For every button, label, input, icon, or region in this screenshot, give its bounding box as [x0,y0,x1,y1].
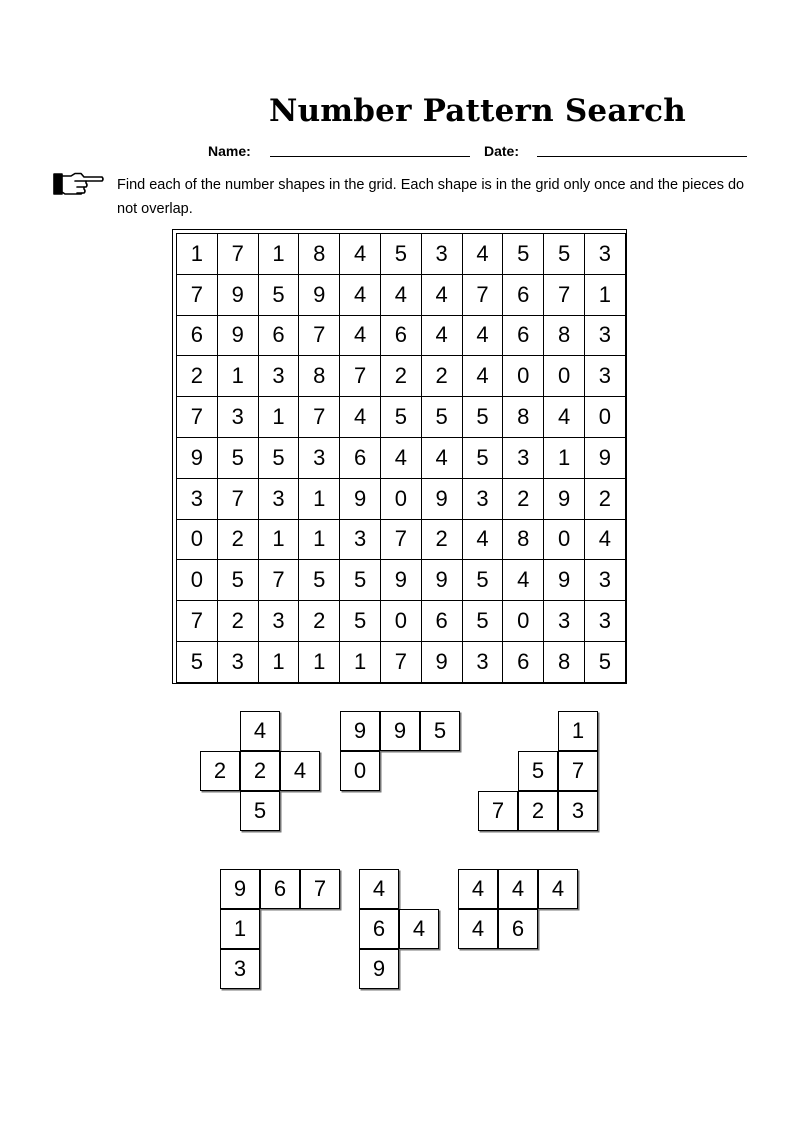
date-label: Date: [484,143,520,159]
grid-cell: 5 [422,397,463,438]
grid-cell: 9 [218,275,259,316]
grid-cell: 6 [177,316,218,357]
grid-cell: 6 [503,642,544,683]
grid-cell: 2 [422,520,463,561]
grid-cell: 4 [463,520,504,561]
grid-cell: 2 [381,356,422,397]
number-grid [176,233,626,683]
shape-cell: 5 [420,711,460,751]
shape-cell: 4 [458,909,498,949]
date-field[interactable] [537,156,747,157]
grid-cell: 7 [177,275,218,316]
grid-cell: 1 [259,234,300,275]
grid-cell: 5 [544,234,585,275]
grid-cell: 0 [544,356,585,397]
grid-cell: 4 [503,560,544,601]
grid-cell: 8 [544,642,585,683]
name-field[interactable] [270,156,470,157]
grid-cell: 4 [422,316,463,357]
grid-cell: 5 [463,397,504,438]
grid-cell: 1 [544,438,585,479]
grid-cell: 8 [503,520,544,561]
grid-cell: 5 [585,642,626,683]
grid-cell: 1 [259,397,300,438]
grid-cell: 7 [544,275,585,316]
grid-cell: 1 [218,356,259,397]
grid-cell: 0 [503,601,544,642]
grid-cell: 4 [544,397,585,438]
grid-cell: 0 [585,397,626,438]
grid-cell: 5 [463,601,504,642]
shape-cell: 4 [359,869,399,909]
grid-cell: 8 [299,234,340,275]
name-label: Name: [208,143,251,159]
grid-cell: 4 [463,356,504,397]
grid-cell: 9 [544,479,585,520]
grid-cell: 7 [177,397,218,438]
grid-cell: 4 [422,438,463,479]
grid-cell: 1 [177,234,218,275]
grid-cell: 3 [177,479,218,520]
grid-cell: 2 [422,356,463,397]
grid-cell: 4 [340,316,381,357]
grid-cell: 0 [503,356,544,397]
shape-cell: 2 [240,751,280,791]
grid-cell: 5 [218,438,259,479]
grid-cell: 0 [177,520,218,561]
grid-cell: 7 [381,642,422,683]
grid-cell: 4 [381,438,422,479]
shape-cell: 2 [518,791,558,831]
grid-cell: 3 [585,356,626,397]
grid-cell: 4 [463,316,504,357]
grid-cell: 3 [463,642,504,683]
grid-cell: 3 [218,642,259,683]
grid-cell: 5 [259,275,300,316]
grid-cell: 6 [340,438,381,479]
grid-cell: 9 [299,275,340,316]
grid-cell: 4 [463,234,504,275]
grid-cell: 6 [259,316,300,357]
grid-cell: 7 [218,479,259,520]
shape-cell: 3 [558,791,598,831]
shape-cell: 4 [240,711,280,751]
grid-cell: 3 [259,479,300,520]
shape-cell: 4 [538,869,578,909]
grid-cell: 5 [177,642,218,683]
shape-cell: 5 [518,751,558,791]
shape-cell: 3 [220,949,260,989]
number-grid-frame [172,229,627,684]
shape-cell: 4 [280,751,320,791]
grid-cell: 3 [422,234,463,275]
grid-cell: 9 [544,560,585,601]
grid-cell: 4 [422,275,463,316]
grid-cell: 2 [177,356,218,397]
grid-cell: 7 [299,397,340,438]
grid-cell: 7 [259,560,300,601]
grid-cell: 4 [381,275,422,316]
grid-cell: 3 [544,601,585,642]
grid-cell: 7 [218,234,259,275]
grid-cell: 5 [381,397,422,438]
grid-cell: 8 [503,397,544,438]
shape-cell: 4 [458,869,498,909]
grid-cell: 0 [177,560,218,601]
grid-cell: 9 [340,479,381,520]
grid-cell: 5 [218,560,259,601]
shape-cell: 4 [399,909,439,949]
grid-cell: 6 [381,316,422,357]
grid-cell: 9 [381,560,422,601]
grid-cell: 2 [218,520,259,561]
grid-cell: 7 [463,275,504,316]
grid-cell: 1 [340,642,381,683]
grid-cell: 4 [585,520,626,561]
grid-cell: 5 [381,234,422,275]
grid-cell: 1 [585,275,626,316]
grid-cell: 7 [299,316,340,357]
grid-cell: 0 [544,520,585,561]
shape-cell: 1 [220,909,260,949]
grid-cell: 1 [259,520,300,561]
grid-cell: 1 [299,520,340,561]
shape-cell: 7 [300,869,340,909]
grid-cell: 6 [422,601,463,642]
grid-cell: 3 [259,356,300,397]
grid-cell: 9 [422,479,463,520]
grid-cell: 4 [340,275,381,316]
shape-cell: 7 [558,751,598,791]
shape-cell: 6 [498,909,538,949]
grid-cell: 8 [544,316,585,357]
page-title: Number Pattern Search [269,93,686,129]
grid-cell: 3 [585,316,626,357]
grid-cell: 3 [299,438,340,479]
grid-cell: 8 [299,356,340,397]
grid-cell: 6 [503,275,544,316]
grid-cell: 0 [381,479,422,520]
grid-cell: 9 [422,560,463,601]
grid-cell: 5 [259,438,300,479]
shape-cell: 4 [498,869,538,909]
grid-cell: 3 [463,479,504,520]
grid-cell: 9 [218,316,259,357]
grid-cell: 4 [340,234,381,275]
grid-cell: 6 [503,316,544,357]
grid-cell: 7 [381,520,422,561]
shape-cell: 6 [260,869,300,909]
grid-cell: 5 [340,560,381,601]
grid-cell: 7 [340,356,381,397]
grid-cell: 2 [299,601,340,642]
grid-cell: 3 [259,601,300,642]
grid-cell: 4 [340,397,381,438]
grid-cell: 3 [585,560,626,601]
shape-cell: 9 [220,869,260,909]
shape-cell: 2 [200,751,240,791]
grid-cell: 2 [218,601,259,642]
grid-cell: 3 [503,438,544,479]
grid-cell: 9 [585,438,626,479]
shape-cell: 9 [340,711,380,751]
shape-cell: 9 [380,711,420,751]
grid-cell: 0 [381,601,422,642]
grid-cell: 2 [585,479,626,520]
shape-cell: 6 [359,909,399,949]
grid-cell: 5 [463,560,504,601]
grid-cell: 5 [340,601,381,642]
shape-cell: 9 [359,949,399,989]
grid-cell: 1 [259,642,300,683]
grid-cell: 1 [299,479,340,520]
grid-cell: 5 [463,438,504,479]
instructions-text: Find each of the number shapes in the grid. Each shape is in the grid only once and the pieces do not overlap. [117,177,745,217]
grid-cell: 5 [299,560,340,601]
grid-cell: 9 [422,642,463,683]
shape-cell: 7 [478,791,518,831]
grid-cell: 7 [177,601,218,642]
shape-cell: 5 [240,791,280,831]
shape-cell: 0 [340,751,380,791]
grid-cell: 2 [503,479,544,520]
grid-cell: 3 [340,520,381,561]
pointing-hand-icon [53,172,105,196]
grid-cell: 3 [218,397,259,438]
grid-cell: 5 [503,234,544,275]
grid-cell: 1 [299,642,340,683]
shape-cell: 1 [558,711,598,751]
grid-cell: 9 [177,438,218,479]
grid-cell: 3 [585,234,626,275]
grid-cell: 3 [585,601,626,642]
